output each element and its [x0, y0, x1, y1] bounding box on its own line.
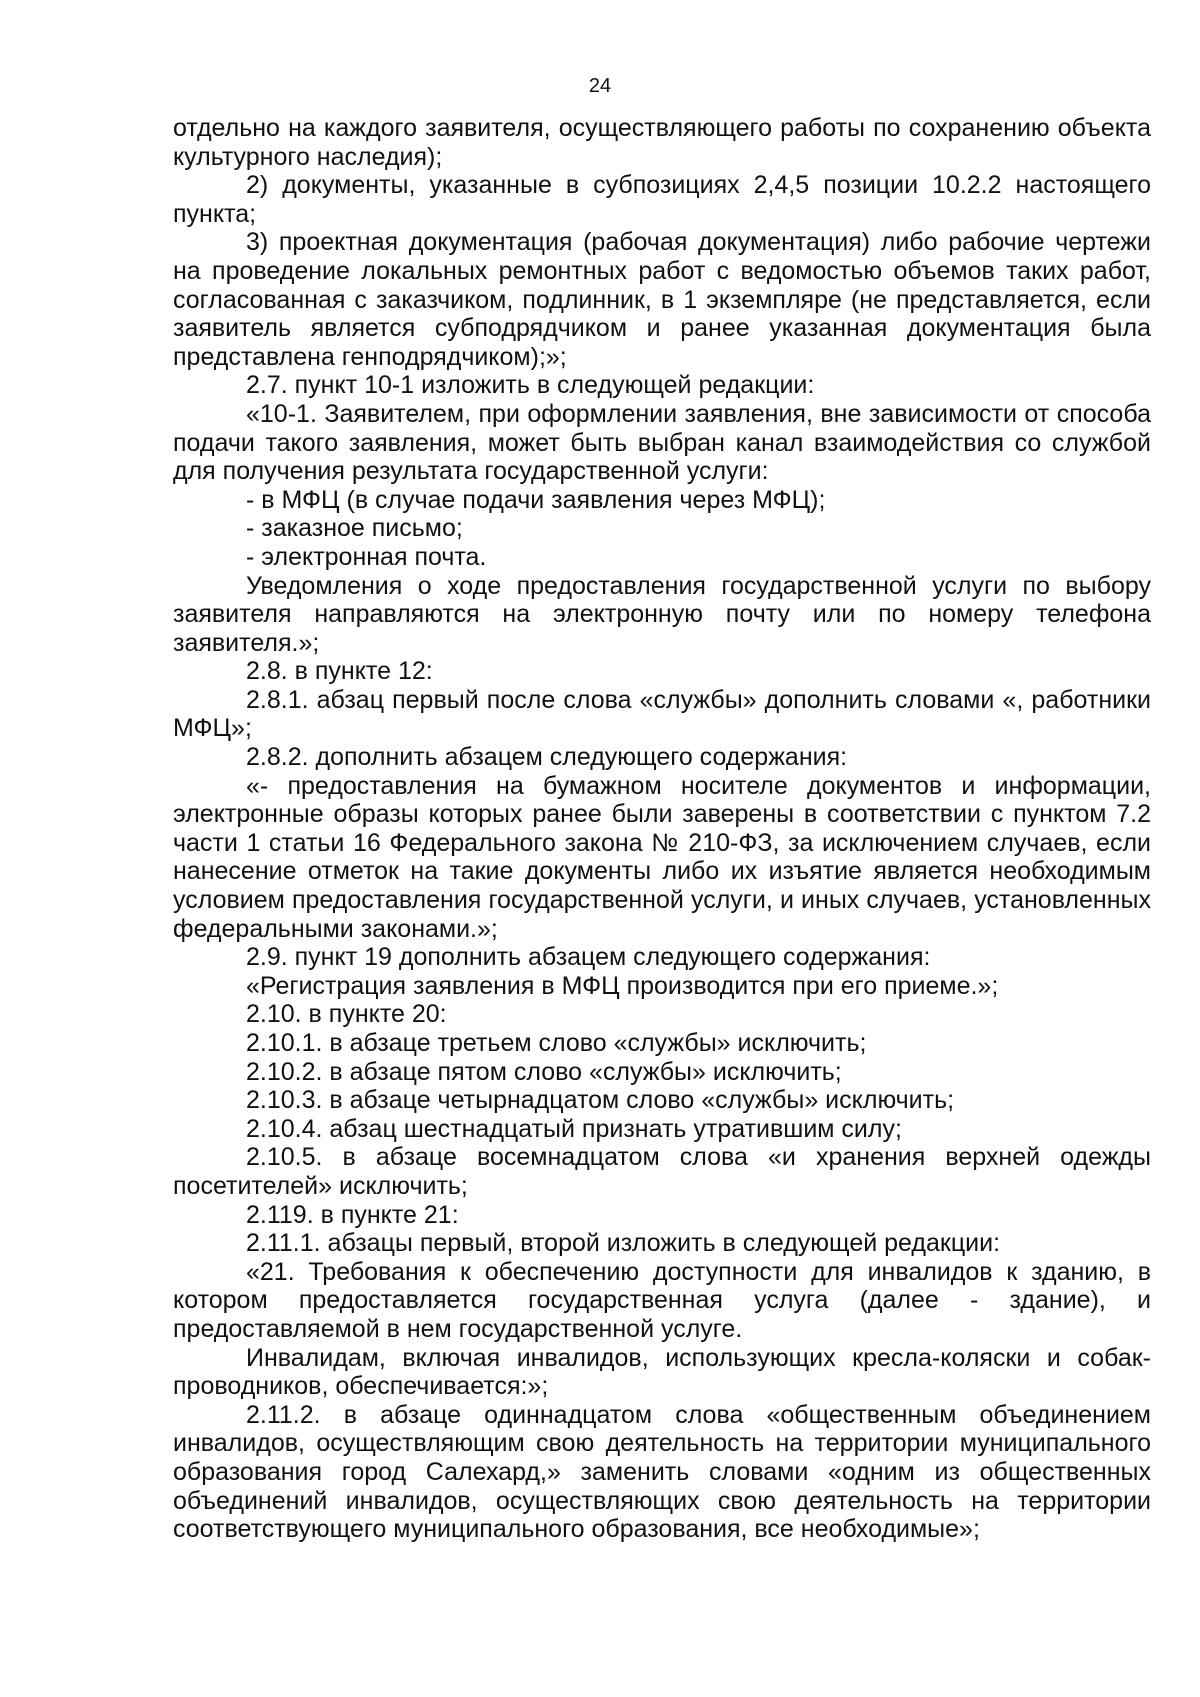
- document-body: [173, 114, 1151, 1544]
- paragraph: 2.119. в пункте 21:: [246, 1200, 459, 1229]
- paragraph: 2) документы, указанные в субпозициях 2,4,5 позиции 10.2.2 настоящего пункта;: [173, 171, 1151, 228]
- paragraph: «- предоставления на бумажном носителе документов и информации, электронные образы которых ранее были заверены в соответствии с пунктом 7.2 части 1 статьи 16 Федерального закона № 210-ФЗ, за исключением случаев, если нанесение отметок на такие документы либо их изъятие является необходимым условием предоставления государственной услуги, и иных случаев, установленных федеральными законами.»;: [173, 771, 1151, 943]
- paragraph: 2.10.3. в абзаце четырнадцатом слово «службы» исключить;: [246, 1086, 955, 1115]
- paragraph: 2.10.4. абзац шестнадцатый признать утратившим силу;: [246, 1114, 902, 1143]
- list-item: - заказное письмо;: [246, 514, 463, 543]
- paragraph: 2.8.2. дополнить абзацем следующего содержания:: [246, 743, 848, 772]
- paragraph: 2.11.2. в абзаце одиннадцатом слова «общественным объединением инвалидов, осуществляющим свою деятельность на территории муниципального образования город Салехард,» заменить словами «одним из общественных объединений инвалидов, осуществляющих свою деятельность на территории соответствующего муниципального образования, все необходимые»;: [173, 1400, 1151, 1544]
- paragraph: 2.10.1. в абзаце третьем слово «службы» исключить;: [246, 1029, 867, 1057]
- list-item: - электронная почта.: [246, 542, 487, 571]
- paragraph: Инвалидам, включая инвалидов, использующих кресла-коляски и собак-проводников, обеспечивается:»;: [173, 1343, 1151, 1401]
- paragraph: «10-1. Заявителем, при оформлении заявления, вне зависимости от способа подачи такого заявления, может быть выбран канал взаимодействия со службой для получения результата государственной услуги:: [173, 399, 1151, 486]
- paragraph: 2.8.1. абзац первый после слова «службы» дополнить словами «, работники МФЦ»;: [173, 685, 1151, 743]
- paragraph: 2.11.1. абзацы первый, второй изложить в следующей редакции:: [246, 1229, 1001, 1258]
- paragraph: 3) проектная документация (рабочая документация) либо рабочие чертежи на проведение локальных ремонтных работ с ведомостью объемов таких работ, согласованная с заказчиком, подлинник, в 1 экземпляре (не представляется, если заявитель является субподрядчиком и ранее указанная документация была представлена генподрядчиком);»;: [173, 228, 1151, 371]
- page-number: 24: [588, 75, 612, 97]
- paragraph: 2.8. в пункте 12:: [246, 657, 433, 686]
- paragraph: 2.10.2. в абзаце пятом слово «службы» исключить;: [246, 1057, 842, 1086]
- list-item: - в МФЦ (в случае подачи заявления через МФЦ);: [246, 485, 826, 514]
- paragraph: отдельно на каждого заявителя, осуществляющего работы по сохранению объекта культурного наследия);: [173, 114, 1151, 171]
- paragraph: 2.9. пункт 19 дополнить абзацем следующего содержания:: [246, 943, 931, 972]
- paragraph: 2.10.5. в абзаце восемнадцатом слова «и хранения верхней одежды посетителей» исключить;: [173, 1143, 1151, 1200]
- paragraph: «Регистрация заявления в МФЦ производится при его приеме.»;: [246, 971, 999, 1000]
- paragraph: 2.10. в пункте 20:: [246, 1000, 447, 1029]
- paragraph: «21. Требования к обеспечению доступности для инвалидов к зданию, в котором предоставляется государственная услуга (далее - здание), и предоставляемой в нем государственной услуге.: [173, 1257, 1151, 1343]
- paragraph: Уведомления о ходе предоставления государственной услуги по выбору заявителя направляются на электронную почту или по номеру телефона заявителя.»;: [173, 571, 1151, 657]
- paragraph: 2.7. пункт 10-1 изложить в следующей редакции:: [246, 371, 815, 400]
